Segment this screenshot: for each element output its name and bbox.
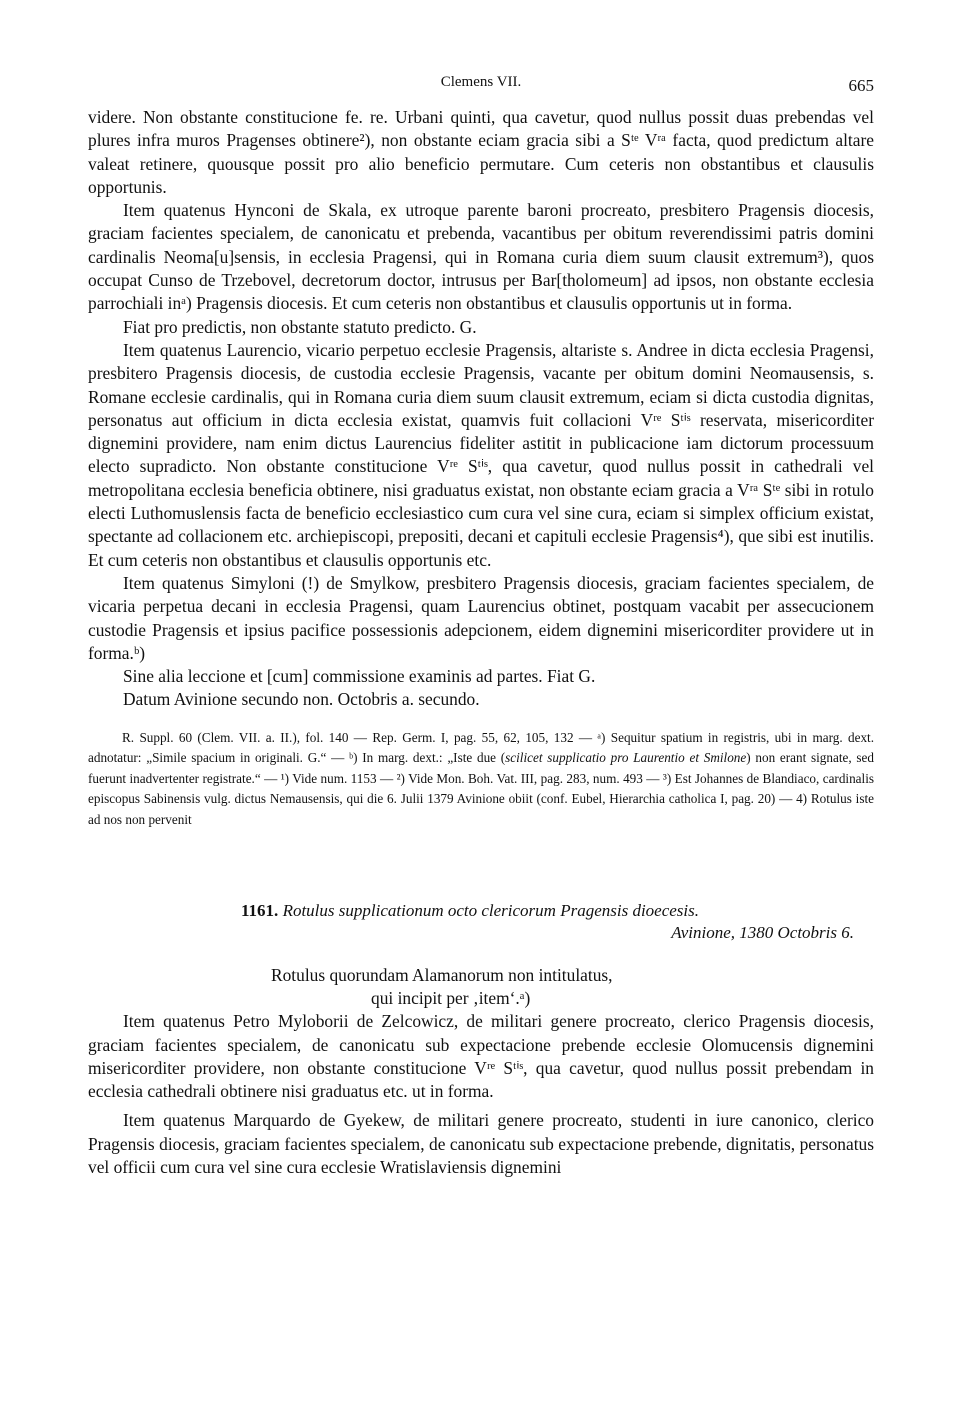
main-paragraph: videre. Non obstante constitucione fe. re. Urbani quinti, qua cavetur, quod nullus possit duas prebendas vel plures infra muros Pragenses obtinere²), non obstante eciam gracia sibi a Sᵗᵉ Vʳᵃ facta, quod predictum altare valeat retinere, quousque possit pro alio beneficio permutare. Cum ceteris non obstantibus et clausulis opportunis.	[88, 107, 874, 197]
page	[88, 72, 874, 1179]
running-header	[88, 72, 874, 98]
main-paragraph: Sine alia leccione et [cum] commissione examinis ad partes. Fiat G.	[123, 666, 596, 687]
footnotes	[88, 728, 874, 831]
document-paragraph: Item quatenus Petro Myloborii de Zelcowicz, de militari genere procreato, clerico Pragensis diocesis, graciam facientes specialem, de canonicatu sub expectacione prebende ecclesie Olomucensis dignemini misericorditer providere, non obstante constitucione Vʳᵉ Sᵗⁱˢ, qua cavetur, quod nullus possit prebendam in ecclesia cathedrali obtinere nisi graduatus etc. ut in forma.	[88, 1011, 874, 1102]
document-title: Rotulus supplicationum octo clericorum Pragensis dioecesis.	[282, 901, 700, 921]
footnote-part: R. Suppl. 60 (Clem. VII. a. II.), fol. 140 — Rep. Germ. I, pag. 55, 62, 105, 132 — ᵃ) Sequitur spatium in registris, ubi in marg. dext. adnotatur: „Simile spacium in originali. G.“ — ᵇ) In marg. dext.: „Iste due (	[88, 729, 874, 766]
page-number: 665	[848, 76, 874, 95]
document-place-date: Avinione, 1380 Octobris 6.	[671, 923, 854, 943]
document-heading	[88, 900, 874, 944]
footnote-part: ) non erant signate, sed fuerunt inadvertenter registrate.“ — ¹) Vide num. 1153 — ²) Vide Mon. Boh. Vat. III, pag. 283, num. 493 — ³) Est Johannes de Blandiaco, cardinalis episcopus Sabinensis vulg. dictus Nemausensis, qui die 6. Julii 1379 Avinione obiit (conf. Eubel, Hierarchia catholica I, pag. 20) — 4) Rotulus iste ad nos non pervenit	[88, 750, 874, 827]
document-paragraph: Item quatenus Marquardo de Gyekew, de militari genere procreato, studenti in iure canonico, clerico Pragensis diocesis, graciam facientes specialem, de canonicatu sub expectacione prebende, dignitatis, personatus vel officii cum cura vel sine cura ecclesie Wratislaviensis dignemini	[88, 1110, 874, 1177]
main-paragraph: Item quatenus Simyloni (!) de Smylkow, presbitero Pragensis diocesis, graciam facientes specialem, de vicaria perpetua decani in ecclesia Pragensi, quam Laurencius obtinet, postquam vacabit per assecucionem custodie Pragensis et ipsius pacifice possessionis adepcionem, eidem dignemini misericorditer providere ut in forma.ᵇ)	[88, 572, 874, 663]
footnote-text	[88, 728, 874, 831]
main-paragraph: Fiat pro predictis, non obstante statuto predicto. G.	[123, 316, 477, 337]
footnote-italic: scilicet supplicatio pro Laurentio et Smilone	[505, 750, 747, 766]
main-paragraph: Item quatenus Laurencio, vicario perpetuo ecclesie Pragensis, altariste s. Andree in dicta ecclesia Pragensi, presbitero Pragensis diocesis, de custodia ecclesie Pragensis, vacante per obitum domini Neomausensis, s. Romane ecclesie cardinalis, qui in Romana curia diem suum clausit extremum, eciam si dicta custodia dignitas, personatus aut officium in dicta ecclesia existat, quamvis fuit collacioni Vʳᵉ Sᵗⁱˢ reservata, misericorditer dignemini providere, nam enim dictus Laurencius fideliter astitit in publicacione iam dictorum processuum electo supradicto. Non obstante constitucione Vʳᵉ Sᵗⁱˢ, qua cavetur, quod nullus possit in cathedrali vel metropolitana ecclesia beneficia obtinere, nisi graduatus existat, non obstante eciam gracia a Vʳᵃ Sᵗᵉ sibi in rotulo electi Luthomuslensis facta de beneficio ecclesiastico cum cura vel sine cura, eciam si simplex officium existat, spectante ad collacionem etc. archiepiscopi, prepositi, decani et capituli ecclesie Pragensis⁴), que sibi est inutilis. Et cum ceteris non obstantibus et clausulis opportunis etc.	[88, 339, 874, 570]
rotulus-line: Rotulus quorundam Alamanorum non intitulatus,	[271, 965, 613, 986]
document-1161	[88, 900, 874, 1179]
rotulus-heading	[88, 964, 874, 1010]
rotulus-line: qui incipit per ‚item‘.ᵃ)	[371, 988, 531, 1009]
main-paragraph: Datum Avinione secundo non. Octobris a. secundo.	[123, 689, 480, 710]
running-title: Clemens VII.	[440, 74, 522, 90]
main-paragraph: Item quatenus Hynconi de Skala, ex utroque parente baroni procreato, presbitero Pragensis diocesis, graciam facientes specialem, de canonicatu et prebenda, vacantibus per obitum reverendissimi patris domini cardinalis Neoma[u]sensis, in ecclesia Pragensi, qui in Romana curia diem suum clausit extremum³), quos occupat Cunso de Trzebovel, decretorum doctor, intrusus per Bar[tholomeum] ad ipsos, non obstante ecclesia parrochiali inᵃ) Pragensis diocesis. Et cum ceteris non obstantibus et clausulis opportunis ut in forma.	[88, 200, 874, 314]
document-number: 1161.	[241, 901, 279, 921]
main-text	[88, 106, 874, 712]
